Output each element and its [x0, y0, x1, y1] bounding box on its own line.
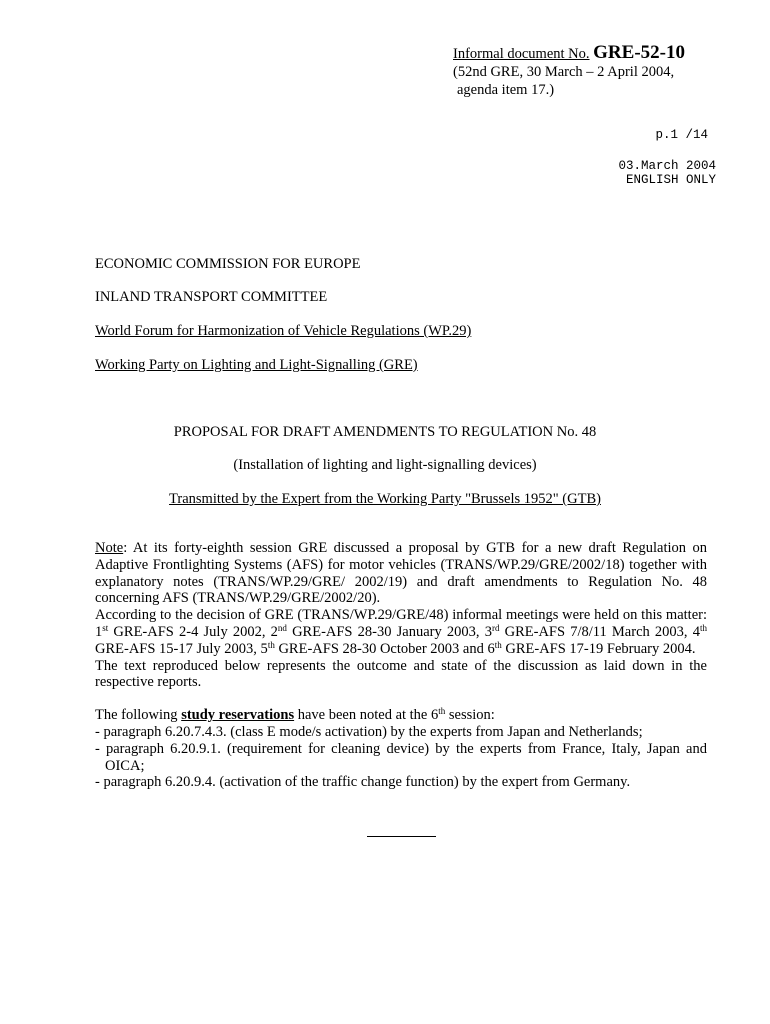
ordinal-suffix: th — [438, 706, 446, 717]
forum-heading: World Forum for Harmonization of Vehicle Regulations (WP.29) — [95, 323, 472, 339]
doc-number-line — [453, 44, 685, 63]
decision-text: GRE-AFS 7/8/11 March 2003, 4 — [499, 623, 700, 640]
reservations-intro — [95, 707, 707, 724]
date-block — [618, 159, 716, 187]
decision-text: According to the decision of GRE (TRANS/WP.29/GRE/48) informal meetings were held on this matter: 1 — [95, 607, 707, 640]
proposal-title: PROPOSAL FOR DRAFT AMENDMENTS TO REGULATION No. 48 — [173, 424, 597, 440]
paragraph-gap — [95, 691, 707, 707]
ordinal-suffix: th — [699, 622, 707, 633]
decision-paragraph — [95, 607, 707, 657]
decision-text: GRE-AFS 17-19 February 2004. — [501, 640, 696, 657]
note-paragraph — [95, 540, 707, 607]
transmitted-line-wrap — [0, 491, 770, 508]
study-reservations-label: study reservations — [181, 707, 295, 724]
transmitted-by: Transmitted by the Expert from the Working Party "Brussels 1952" (GTB) — [169, 491, 601, 507]
commission-heading: ECONOMIC COMMISSION FOR EUROPE — [95, 256, 361, 272]
reservation-item: - paragraph 6.20.7.4.3. (class E mode/s activation) by the experts from Japan and Netherlands; — [95, 723, 643, 740]
outcome-paragraph: The text reproduced below represents the outcome and state of the discussion as laid down in the respective reports. — [95, 657, 707, 691]
committee-heading: INLAND TRANSPORT COMMITTEE — [95, 289, 328, 305]
end-separator — [367, 836, 436, 837]
body-text — [95, 540, 707, 791]
document-header — [453, 44, 685, 99]
decision-text: GRE-AFS 2-4 July 2002, 2 — [108, 623, 278, 640]
decision-text: GRE-AFS 28-30 January 2003, 3 — [286, 623, 492, 640]
decision-text: GRE-AFS 28-30 October 2003 and 6 — [274, 640, 495, 657]
session-info-line2: agenda item 17.) — [457, 82, 555, 98]
intro-text: session: — [445, 707, 495, 724]
ordinal-suffix: th — [267, 639, 275, 650]
proposal-subtitle: (Installation of lighting and light-signalling devices) — [233, 457, 537, 473]
page-number: p.1 /14 — [655, 128, 708, 142]
intro-text: The following — [95, 707, 182, 724]
language-note: ENGLISH ONLY — [625, 173, 716, 187]
reservation-item: - paragraph 6.20.9.1. (requirement for cleaning device) by the experts from France, Italy, Japan and OICA; — [95, 740, 707, 774]
reservation-item: - paragraph 6.20.9.4. (activation of the traffic change function) by the expert from Germany. — [95, 774, 631, 791]
intro-text: have been noted at the 6 — [294, 707, 439, 724]
note-label: Note — [95, 540, 124, 556]
doc-number: GRE-52-10 — [593, 42, 685, 63]
decision-text: GRE-AFS 15-17 July 2003, 5 — [95, 640, 268, 657]
document-date: 03.March 2004 — [618, 159, 716, 173]
ordinal-suffix: th — [494, 639, 502, 650]
doc-number-label: Informal document No. — [453, 46, 590, 62]
working-party-heading: Working Party on Lighting and Light-Signalling (GRE) — [95, 357, 418, 373]
ordinal-suffix: nd — [277, 622, 287, 633]
session-info-line1: (52nd GRE, 30 March – 2 April 2004, — [453, 64, 675, 80]
ordinal-suffix: rd — [491, 622, 500, 633]
note-text: : At its forty-eighth session GRE discussed a proposal by GTB for a new draft Regulation on Adaptive Frontlighting Systems (AFS) for motor vehicles (TRANS/WP.29/GRE/2002/18) together with explanatory notes (TRANS/WP.29/GRE/ 2002/19) and draft amendments to Regulation No. 48 concerning AFS (TRANS/WP.29/GRE/2002/20). — [95, 540, 707, 607]
ordinal-suffix: st — [102, 622, 109, 633]
